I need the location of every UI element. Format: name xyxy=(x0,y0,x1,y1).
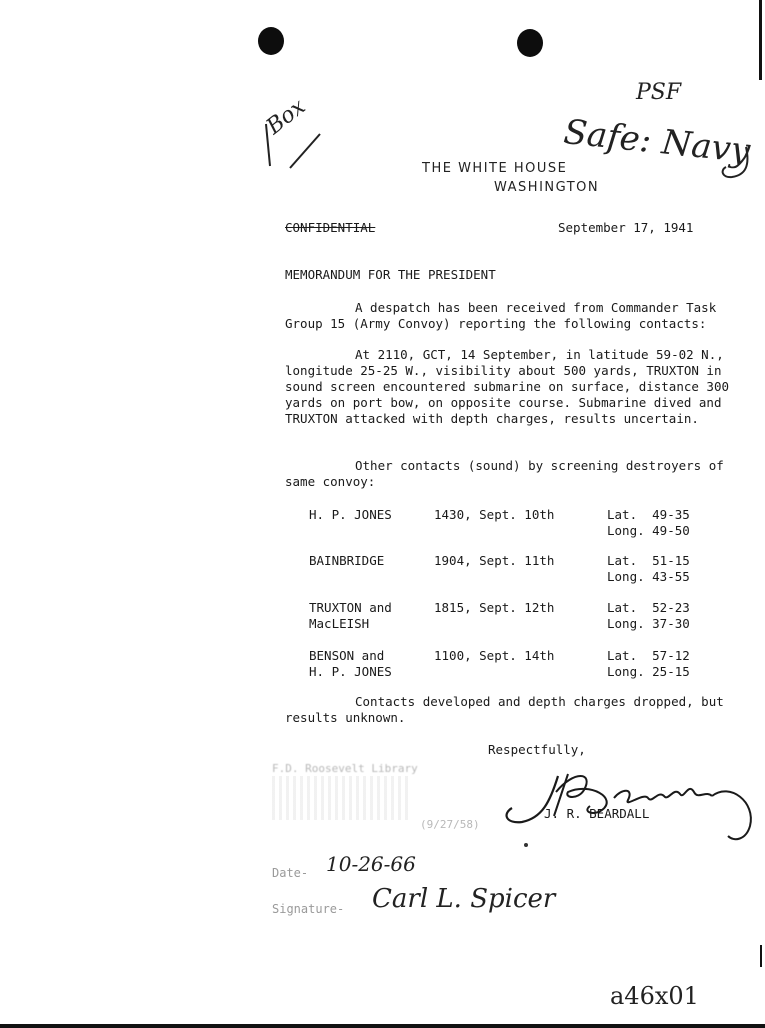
contact-row xyxy=(309,553,709,587)
faded-stamp-residue xyxy=(272,776,412,820)
contact-latitude: Lat. 57-12 xyxy=(607,648,690,663)
contact-longitude: Long. 25-15 xyxy=(607,664,690,679)
paragraph-4: Contacts developed and depth charges dropped, but results unknown. xyxy=(285,694,724,725)
catalog-number: a46x01 xyxy=(610,982,699,1010)
closing: Respectfully, xyxy=(488,742,586,757)
scan-edge-mark xyxy=(760,945,762,967)
safe-navy-underline xyxy=(716,145,756,185)
classification-marking: CONFIDENTIAL xyxy=(285,220,376,235)
contact-latitude: Lat. 49-35 xyxy=(607,507,690,522)
contact-latitude: Lat. 52-23 xyxy=(607,600,690,615)
letterhead-line-1: THE WHITE HOUSE xyxy=(422,161,568,176)
declass-date-label: Date- xyxy=(272,866,309,880)
scan-edge-mark xyxy=(759,0,762,80)
signer-name: J. R. BEARDALL xyxy=(544,806,650,821)
contact-ship: BAINBRIDGE xyxy=(309,553,385,568)
declassification-stamp-line-1: F.D. Roosevelt Library xyxy=(272,762,418,775)
contact-time: 1815, Sept. 12th xyxy=(434,600,555,615)
contact-row xyxy=(309,648,709,682)
box-number-scrawl xyxy=(262,116,326,176)
safe-navy-annotation: Safe: Navy xyxy=(561,112,752,172)
ink-dot xyxy=(524,843,528,847)
memo-date: September 17, 1941 xyxy=(558,220,694,235)
letterhead-line-2: WASHINGTON xyxy=(494,180,600,195)
paragraph-3: Other contacts (sound) by screening destroyers of same convoy: xyxy=(285,458,724,489)
contact-ship: BENSON and H. P. JONES xyxy=(309,648,392,679)
contact-latitude: Lat. 51-15 xyxy=(607,553,690,568)
psf-annotation: PSF xyxy=(636,80,682,105)
contact-ship: TRUXTON and MacLEISH xyxy=(309,600,392,631)
contact-time: 1430, Sept. 10th xyxy=(434,507,555,522)
declass-signature-label: Signature- xyxy=(272,902,345,916)
paragraph-2: At 2110, GCT, 14 September, in latitude 59-02 N., longitude 25-25 W., visibility about 500 yards, TRUXTON in sound screen encountered submarine on surface, distance 300 yards on port bow, on opposite course. Submarine dived and TRUXTON attacked with depth charges, results uncertain. xyxy=(285,347,730,426)
paragraph-1: A despatch has been received from Commander Task Group 15 (Army Convoy) reporting the following contacts: xyxy=(285,300,717,331)
contact-longitude: Long. 43-55 xyxy=(607,569,690,584)
declass-signature-value: Carl L. Spicer xyxy=(372,884,556,914)
punch-hole-right xyxy=(517,29,543,57)
declass-date-value: 10-26-66 xyxy=(326,852,416,876)
box-number-annotation: Box xyxy=(262,94,311,140)
contact-row xyxy=(309,507,709,541)
contact-time: 1904, Sept. 11th xyxy=(434,553,555,568)
memo-title: MEMORANDUM FOR THE PRESIDENT xyxy=(285,267,496,282)
contact-time: 1100, Sept. 14th xyxy=(434,648,555,663)
punch-hole-left xyxy=(258,27,284,55)
declassification-stamp-line-3: (9/27/58) xyxy=(420,818,480,831)
contact-ship: H. P. JONES xyxy=(309,507,392,522)
scan-bottom-edge xyxy=(0,1024,765,1028)
contact-longitude: Long. 49-50 xyxy=(607,523,690,538)
beardall-signature xyxy=(498,762,760,848)
contact-longitude: Long. 37-30 xyxy=(607,616,690,631)
contact-row xyxy=(309,600,709,634)
